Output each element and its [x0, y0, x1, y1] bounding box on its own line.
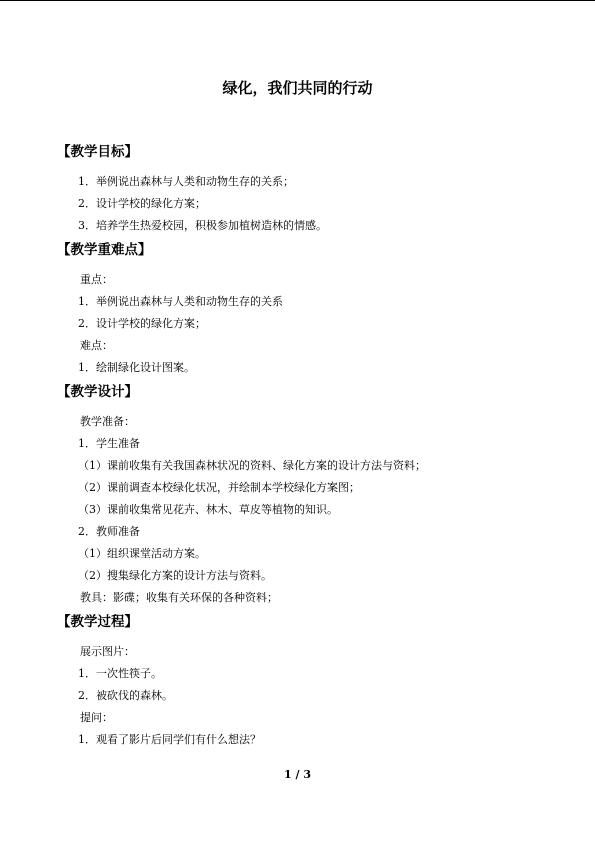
process-line: 提问：	[80, 711, 113, 724]
key-points-line: 重点：	[80, 273, 113, 286]
key-points-line: 1．绘制绿化设计图案。	[78, 361, 195, 374]
objective-item: 1．举例说出森林与人类和动物生存的关系；	[78, 175, 294, 188]
design-line: （2）课前调查本校绿化状况，并绘制本学校绿化方案图；	[78, 481, 360, 494]
design-line: （1）组织课堂活动方案。	[78, 547, 206, 560]
section-heading-process: 【教学过程】	[57, 614, 138, 630]
objective-item: 2．设计学校的绿化方案；	[78, 197, 206, 210]
section-heading-objectives: 【教学目标】	[57, 144, 138, 160]
design-line: 1．学生准备	[78, 437, 140, 450]
key-points-line: 1．举例说出森林与人类和动物生存的关系	[78, 295, 283, 308]
design-line: 教学准备：	[80, 415, 135, 428]
objective-item: 3．培养学生热爱校园，积极参加植树造林的情感。	[78, 219, 327, 232]
document-title: 绿化，我们共同的行动	[222, 79, 373, 97]
process-line: 1．观看了影片后同学们有什么想法？	[78, 733, 261, 746]
process-line: 2．被砍伐的森林。	[78, 689, 173, 702]
section-heading-key-points: 【教学重难点】	[57, 242, 152, 258]
design-line: （2）搜集绿化方案的设计方法与资料。	[78, 569, 272, 582]
design-line: 教具：影碟；收集有关环保的各种资料；	[80, 591, 278, 604]
key-points-line: 2．设计学校的绿化方案；	[78, 317, 206, 330]
key-points-line: 难点：	[80, 339, 113, 352]
section-heading-design: 【教学设计】	[57, 384, 138, 400]
design-line: （3）课前收集常见花卉、林木、草皮等植物的知识。	[78, 503, 338, 516]
header-rule	[0, 0, 595, 1]
design-line: 2．教师准备	[78, 525, 140, 538]
page-number: 1 / 3	[284, 768, 311, 781]
process-line: 展示图片：	[80, 645, 135, 658]
process-line: 1．一次性筷子。	[78, 667, 162, 680]
design-line: （1）课前收集有关我国森林状况的资料、绿化方案的设计方法与资料；	[78, 459, 426, 472]
